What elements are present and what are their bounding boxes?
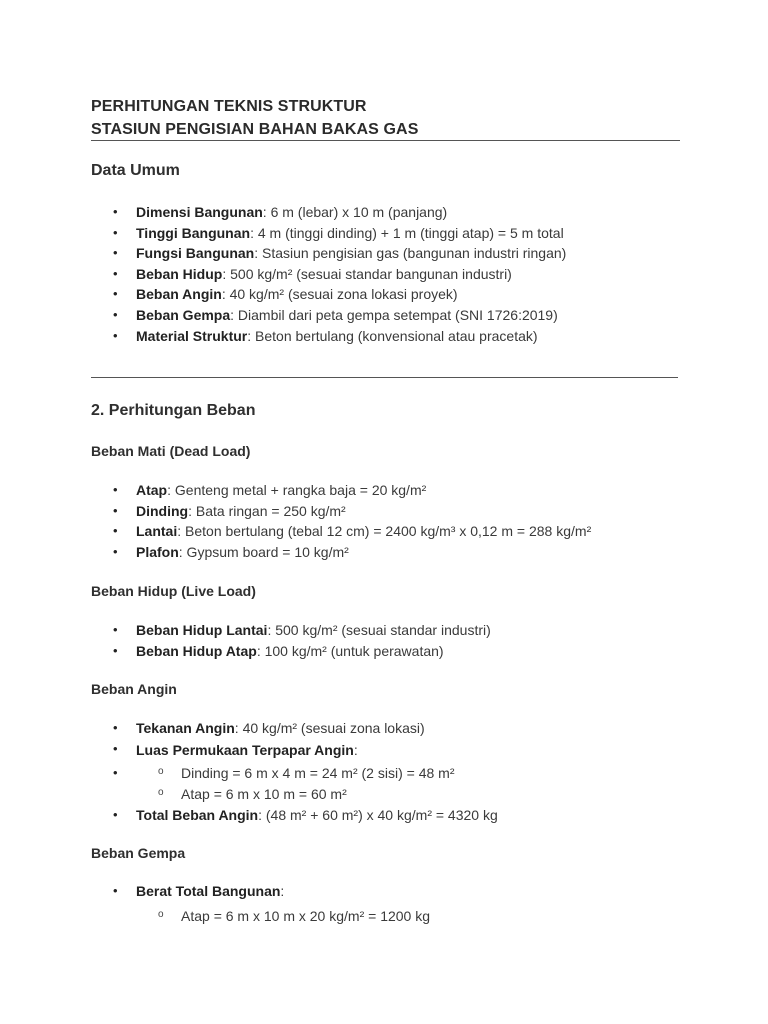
list-item: • Beban Angin: 40 kg/m² (sesuai zona lokasi proyek) bbox=[91, 284, 566, 305]
title-line-1: PERHITUNGAN TEKNIS STRUKTUR bbox=[91, 98, 367, 115]
list-item: • Dinding: Bata ringan = 250 kg/m² bbox=[91, 501, 591, 522]
list-item: • Material Struktur: Beton bertulang (konvensional atau pracetak) bbox=[91, 326, 566, 347]
list-item: • Luas Permukaan Terpapar Angin: bbox=[91, 739, 425, 761]
list-item: • Atap: Genteng metal + rangka baja = 20 kg/m² bbox=[91, 480, 591, 501]
beban-gempa-list bbox=[91, 881, 284, 902]
heading-beban-mati: Beban Mati (Dead Load) bbox=[91, 443, 251, 459]
heading-beban-gempa: Beban Gempa bbox=[91, 845, 186, 861]
list-item: • Plafon: Gypsum board = 10 kg/m² bbox=[91, 542, 591, 563]
list-item: • Berat Total Bangunan: bbox=[91, 881, 284, 902]
list-item: • Total Beban Angin: (48 m² + 60 m²) x 40 kg/m² = 4320 kg bbox=[91, 805, 498, 826]
luas-permukaan-sublist-items bbox=[91, 763, 454, 804]
data-umum-list bbox=[91, 202, 566, 346]
heading-data-umum: Data Umum bbox=[91, 162, 180, 179]
title-divider bbox=[91, 140, 680, 141]
beban-angin-list bbox=[91, 718, 425, 761]
heading-perhitungan-beban: 2. Perhitungan Beban bbox=[91, 402, 256, 419]
section-divider bbox=[91, 377, 678, 378]
sublist-item: o Atap = 6 m x 10 m x 20 kg/m² = 1200 kg bbox=[91, 906, 430, 927]
document-title bbox=[91, 95, 418, 141]
beban-mati-list bbox=[91, 480, 591, 562]
list-item: • Fungsi Bangunan: Stasiun pengisian gas (bangunan industri ringan) bbox=[91, 243, 566, 264]
heading-beban-angin: Beban Angin bbox=[91, 681, 177, 697]
beban-hidup-list bbox=[91, 620, 491, 661]
list-item: • Beban Hidup Atap: 100 kg/m² (untuk perawatan) bbox=[91, 641, 491, 662]
list-item: • Beban Hidup Lantai: 500 kg/m² (sesuai standar industri) bbox=[91, 620, 491, 641]
heading-beban-hidup: Beban Hidup (Live Load) bbox=[91, 583, 256, 599]
list-item: • Tekanan Angin: 40 kg/m² (sesuai zona lokasi) bbox=[91, 718, 425, 739]
sublist-item: o Atap = 6 m x 10 m = 60 m² bbox=[91, 784, 454, 805]
title-line-2: STASIUN PENGISIAN BAHAN BAKAS GAS bbox=[91, 121, 419, 138]
list-item: • Lantai: Beton bertulang (tebal 12 cm) = 2400 kg/m³ x 0,12 m = 288 kg/m² bbox=[91, 521, 591, 542]
list-item: • Tinggi Bangunan: 4 m (tinggi dinding) + 1 m (tinggi atap) = 5 m total bbox=[91, 223, 566, 244]
sublist-item: o Dinding = 6 m x 4 m = 24 m² (2 sisi) = 48 m² bbox=[91, 763, 454, 784]
list-item: • Dimensi Bangunan: 6 m (lebar) x 10 m (panjang) bbox=[91, 202, 566, 223]
list-item: • Beban Gempa: Diambil dari peta gempa setempat (SNI 1726:2019) bbox=[91, 305, 566, 326]
total-beban-angin-list bbox=[91, 805, 498, 826]
berat-total-sublist bbox=[91, 906, 430, 927]
list-item: • Beban Hidup: 500 kg/m² (sesuai standar bangunan industri) bbox=[91, 264, 566, 285]
